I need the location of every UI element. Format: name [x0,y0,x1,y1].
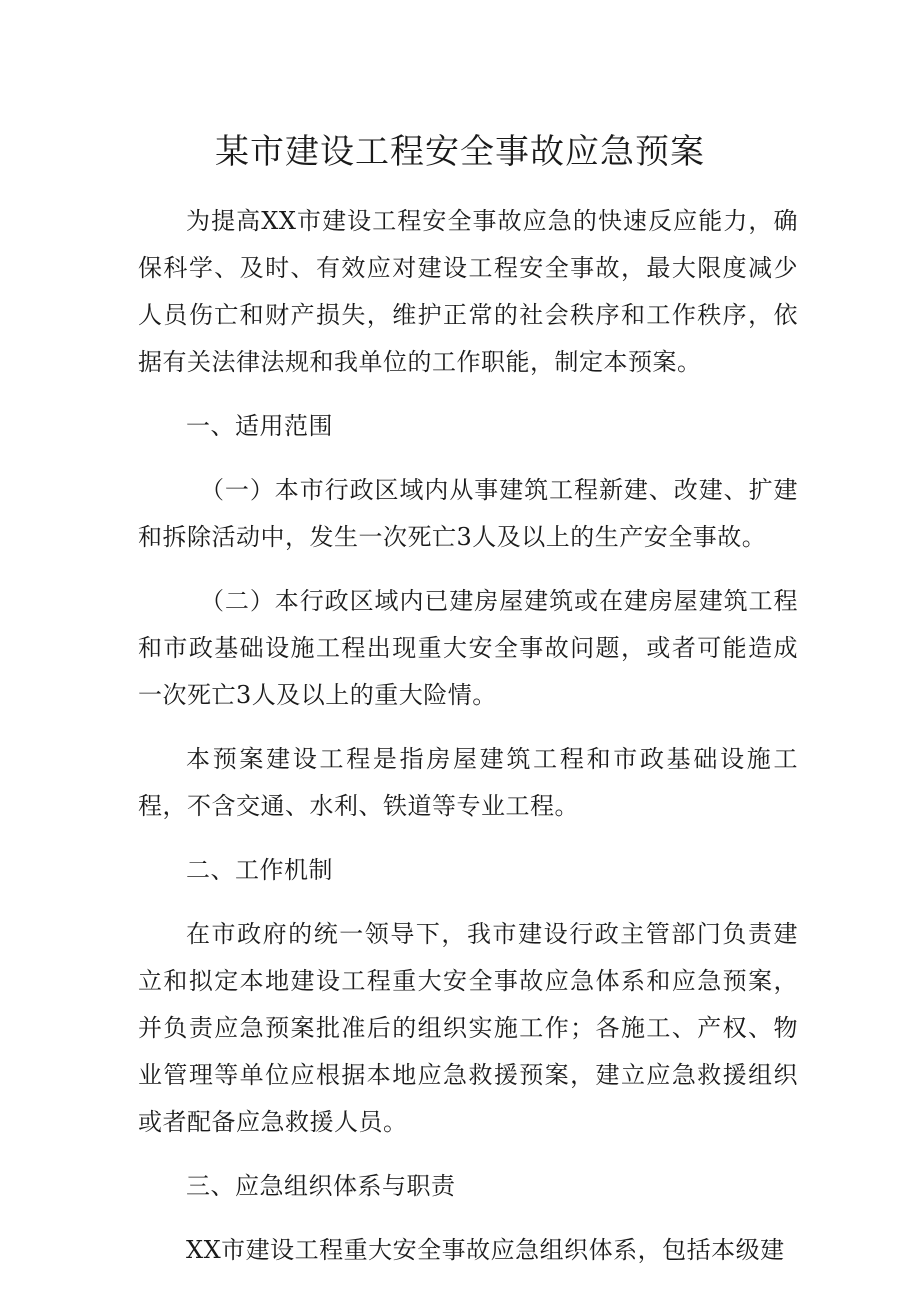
scope-item-2: （二）本行政区域内已建房屋建筑或在建房屋建筑工程和市政基础设施工程出现重大安全事故问题，或者可能造成一次死亡3人及以上的重大险情。 [138,587,798,709]
scope-definition-paragraph: 本预案建设工程是指房屋建筑工程和市政基础设施工程，不含交通、水利、铁道等专业工程。 [138,745,798,820]
document-body [138,198,798,1291]
intro-paragraph: 为提高XX市建设工程安全事故应急的快速反应能力，确保科学、及时、有效应对建设工程安全事故，最大限度减少人员伤亡和财产损失，维护正常的社会秩序和工作秩序，依据有关法律法规和我单位的工作职能，制定本预案。 [138,207,798,376]
organization-paragraph: XX市建设工程重大安全事故应急组织体系，包括本级建 [186,1236,785,1264]
section-heading-organization: 三、应急组织体系与职责 [186,1172,456,1200]
mechanism-paragraph: 在市政府的统一领导下，我市建设行政主管部门负责建立和拟定本地建设工程重大安全事故应急体系和应急预案，并负责应急预案批准后的组织实施工作；各施工、产权、物业管理等单位应根据本地应急救援预案，建立应急救援组织或者配备应急救援人员。 [138,920,798,1136]
scope-item-1: （一）本市行政区域内从事建筑工程新建、改建、扩建和拆除活动中，发生一次死亡3人及以上的生产安全事故。 [138,476,798,551]
section-heading-scope: 一、适用范围 [186,412,333,440]
document-title: 某市建设工程安全事故应急预案 [215,132,705,172]
section-heading-mechanism: 二、工作机制 [186,856,333,884]
